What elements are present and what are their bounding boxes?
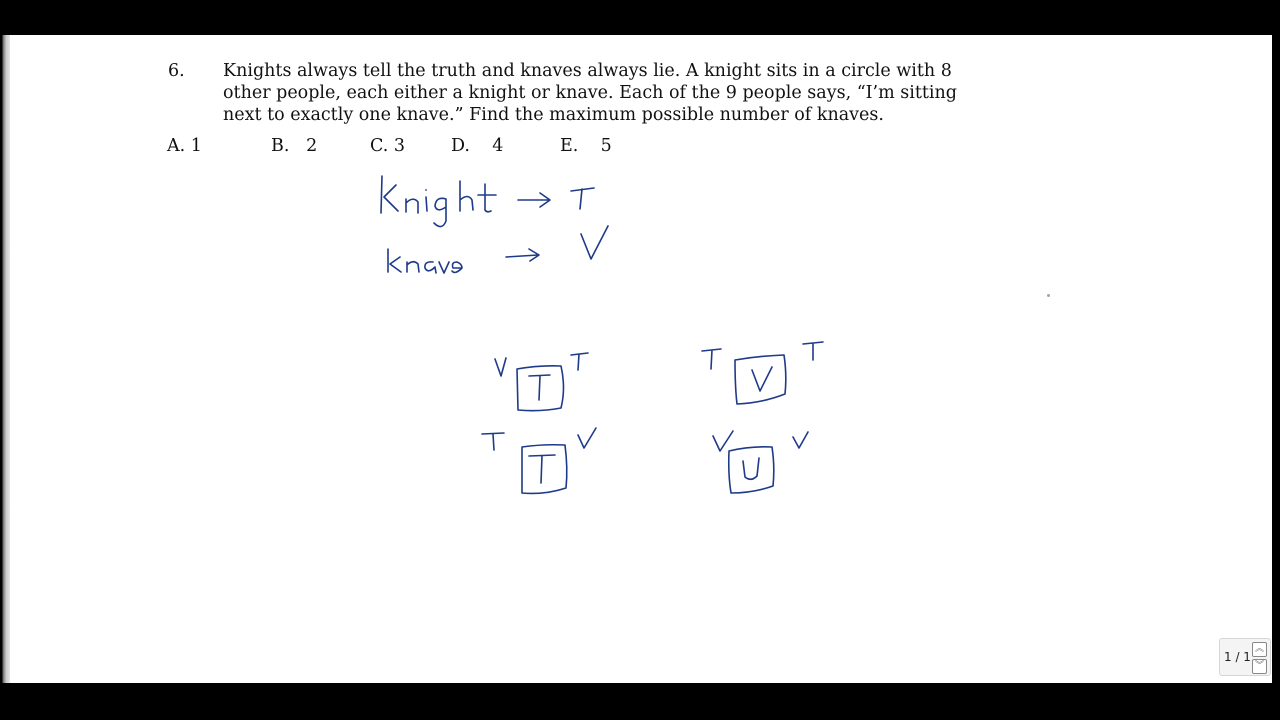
choice-label: D. <box>451 136 470 156</box>
problem-line: next to exactly one knave.” Find the maximum possible number of knaves. <box>223 105 884 125</box>
choice-value: 2 <box>306 136 318 156</box>
handwriting-knave-v <box>388 226 608 273</box>
page-navigator <box>1219 638 1271 676</box>
chevron-down-double-icon[interactable]: ︾ <box>1252 659 1267 674</box>
page-indicator: 1 / 1 <box>1224 650 1251 664</box>
handwriting-knight-t <box>381 176 594 227</box>
chevron-up-double-icon[interactable]: ︽ <box>1252 642 1267 657</box>
choice-label: C. <box>370 136 389 156</box>
cursor-dot <box>1047 294 1050 297</box>
handwriting-layer <box>10 35 1272 683</box>
choice-value: 4 <box>492 136 504 156</box>
choice-label: B. <box>271 136 290 156</box>
handwriting-diagram-3 <box>482 428 596 493</box>
choice-value: 3 <box>393 136 406 156</box>
choice-value: 1 <box>190 136 202 156</box>
window-left-edge <box>0 35 10 683</box>
handwriting-diagram-1 <box>495 353 588 411</box>
choice-value: 5 <box>600 136 612 156</box>
handwriting-diagram-2 <box>702 342 823 404</box>
window-right-edge <box>1272 35 1280 683</box>
problem-line: Knights always tell the truth and knaves always lie. A knight sits in a circle with 8 <box>223 61 952 81</box>
choice-label: A. <box>167 136 186 156</box>
document-page <box>10 35 1272 683</box>
choice-label: E. <box>560 136 579 156</box>
problem-line: other people, each either a knight or knave. Each of the 9 people says, “I’m sitting <box>223 83 957 103</box>
handwriting-diagram-4 <box>713 431 808 493</box>
problem-number: 6. <box>168 61 185 81</box>
